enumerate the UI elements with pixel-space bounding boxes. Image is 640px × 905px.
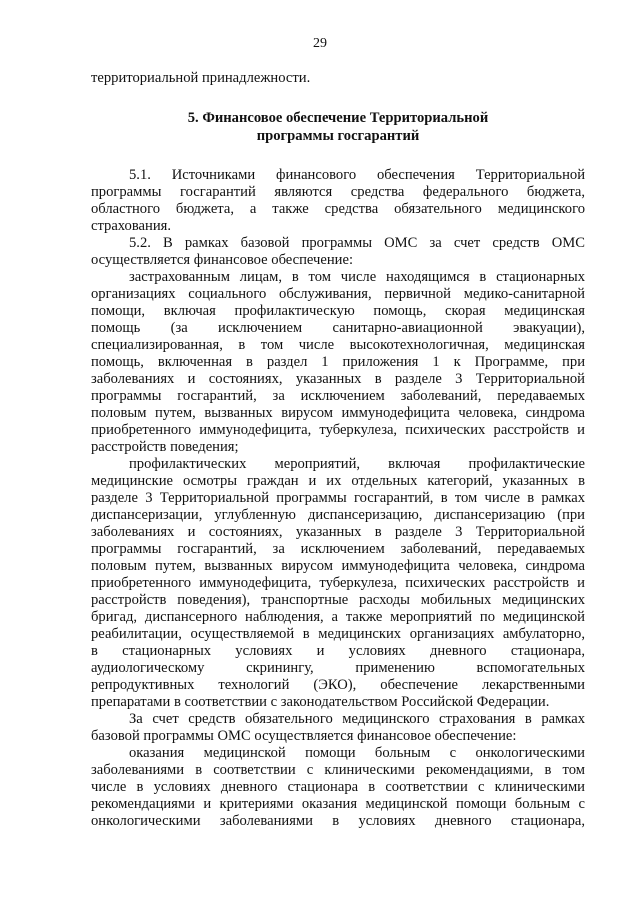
section-heading-line: программы госгарантий <box>256 128 420 144</box>
paragraph-oncology <box>91 745 585 830</box>
section-heading <box>91 109 585 145</box>
section-heading-line: 5. Финансовое обеспечение Территориальной <box>187 110 489 126</box>
document-body <box>91 70 585 830</box>
paragraph-list <box>91 167 585 830</box>
text-line: онкологическими заболеваниями в условиях дневного стационара, <box>91 813 585 829</box>
paragraph-oms <box>91 711 585 745</box>
text-line: территориальной принадлежности. <box>91 70 311 86</box>
text-line: помощь, включенная в раздел 1 приложения 1 к Программе, при <box>91 354 585 370</box>
intro-line <box>91 70 585 87</box>
text-line: 5.1. Источниками финансового обеспечения Территориальной <box>129 167 585 183</box>
text-line: профилактических мероприятий, включая профилактические <box>129 456 585 472</box>
text-line: помощи, включая профилактическую помощь, скорая медицинская <box>91 303 585 319</box>
text-line: репродуктивных технологий (ЭКО), обеспечение лекарственными <box>91 677 585 693</box>
text-line: заболеваниях и состояниях, указанных в разделе 3 Территориальной <box>91 524 585 540</box>
text-line: заболеваниях и состояниях, указанных в разделе 3 Территориальной <box>91 371 585 387</box>
text-line: организациях социального обслуживания, первичной медико-санитарной <box>91 286 585 302</box>
paragraph-preventive <box>91 456 585 711</box>
text-line: числе в условиях дневного стационара в соответствии с клиническими <box>91 779 585 795</box>
text-line: препаратами в соответствии с законодательством Российской Федерации. <box>91 694 550 710</box>
paragraph-5-2 <box>91 235 585 269</box>
text-line: областного бюджета, а также средства обязательного медицинского <box>91 201 585 217</box>
text-line: половым путем, вызванных вирусом иммунодефицита человека, синдрома <box>91 558 585 574</box>
text-line: расстройств поведения), транспортные расходы мобильных медицинских <box>91 592 585 608</box>
text-line: медицинские осмотры граждан и их отдельных категорий, указанных в <box>91 473 585 489</box>
text-line: диспансеризации, углубленную диспансеризацию, диспансеризацию (при <box>91 507 585 523</box>
text-line: в стационарных условиях и условиях дневного стационара, <box>91 643 585 659</box>
text-line: половым путем, вызванных вирусом иммунодефицита человека, синдрома <box>91 405 585 421</box>
text-line: приобретенного иммунодефицита, туберкулеза, психических расстройств и <box>91 422 585 438</box>
paragraph-insured <box>91 269 585 456</box>
text-line: осуществляется финансовое обеспечение: <box>91 252 354 268</box>
text-line: специализированная, в том числе высокотехнологичная, медицинская <box>91 337 585 353</box>
text-line: программы госгарантий, за исключением заболеваний, передаваемых <box>91 388 585 404</box>
page-number: 29 <box>313 36 327 51</box>
text-line: помощь (за исключением санитарно-авиационной эвакуации), <box>91 320 585 336</box>
text-line: рекомендациями и критериями оказания медицинской помощи больным с <box>91 796 585 812</box>
text-line: расстройств поведения; <box>91 439 239 455</box>
text-line: 5.2. В рамках базовой программы ОМС за счет средств ОМС <box>129 235 585 251</box>
text-line: застрахованным лицам, в том числе находящимся в стационарных <box>129 269 585 285</box>
text-line: программы госгарантий являются средства федерального бюджета, <box>91 184 585 200</box>
text-line: базовой программы ОМС осуществляется финансовое обеспечение: <box>91 728 517 744</box>
text-line: аудиологическому скринингу, применению вспомогательных <box>91 660 585 676</box>
text-line: приобретенного иммунодефицита, туберкулеза, психических расстройств и <box>91 575 585 591</box>
text-line: бригад, диспансерного наблюдения, а также мероприятий по медицинской <box>91 609 585 625</box>
text-line: программы госгарантий, за исключением заболеваний, передаваемых <box>91 541 585 557</box>
text-line: За счет средств обязательного медицинского страхования в рамках <box>129 711 585 727</box>
text-line: оказания медицинской помощи больным с онкологическими <box>129 745 585 761</box>
text-line: страхования. <box>91 218 172 234</box>
text-line: заболеваниями в соответствии с клиническими рекомендациями, в том <box>91 762 585 778</box>
text-line: реабилитации, осуществляемой в медицинских организациях амбулаторно, <box>91 626 585 642</box>
text-line: разделе 3 Территориальной программы госгарантий, в том числе в рамках <box>91 490 585 506</box>
paragraph-5-1 <box>91 167 585 235</box>
